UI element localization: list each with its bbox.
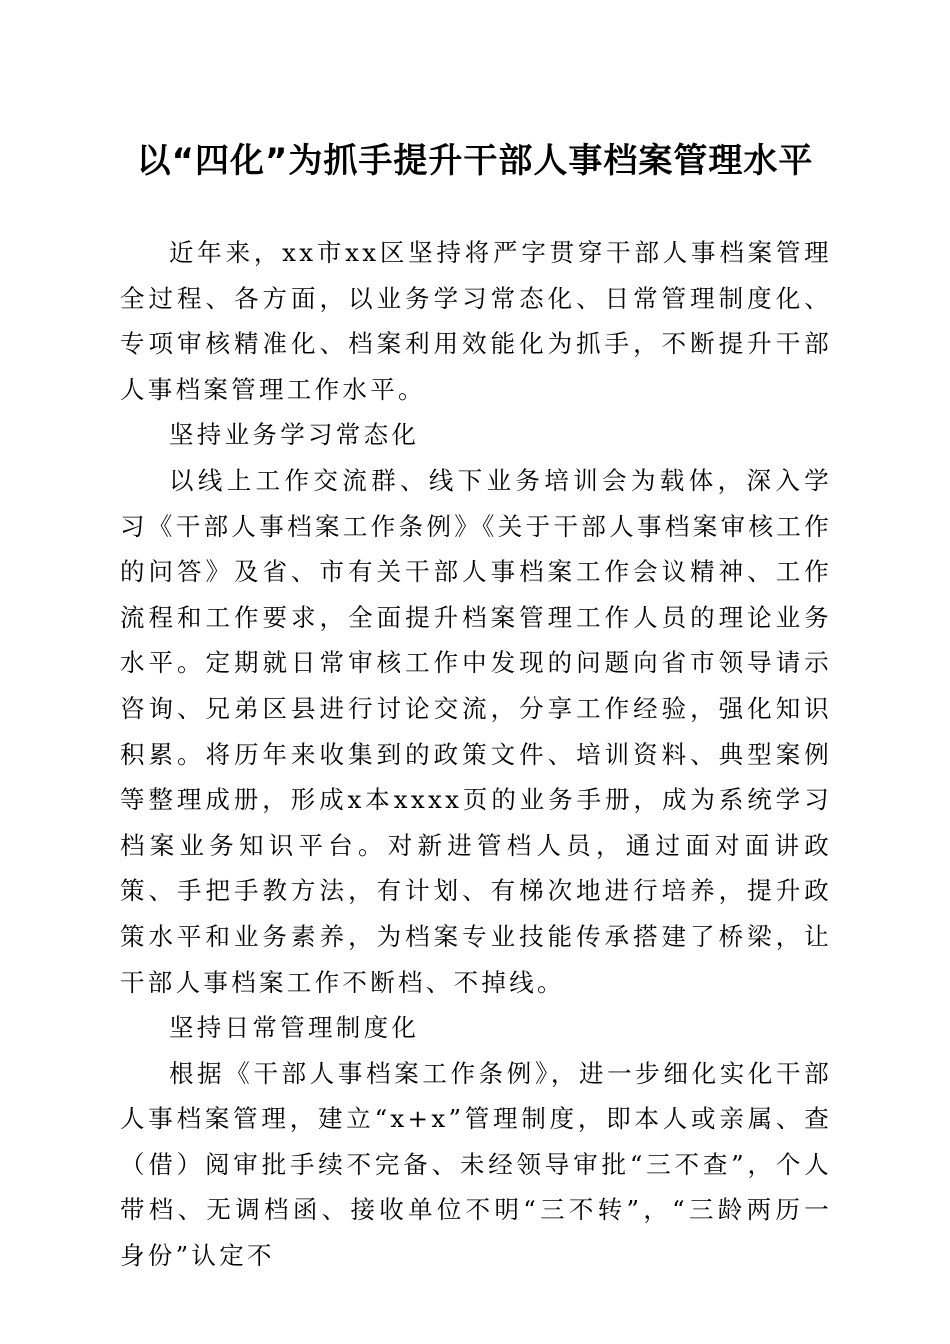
intro-paragraph: 近年来，xx市xx区坚持将严字贯穿干部人事档案管理全过程、各方面，以业务学习常态化、日常管理制度化、专项审核精准化、档案利用效能化为抓手，不断提升干部人事档案管理工作水平。 [120, 238, 832, 404]
document-body [120, 230, 832, 1279]
section-paragraph-management: 根据《干部人事档案工作条例》，进一步细化实化干部人事档案管理，建立“x+x”管理制度，即本人或亲属、查（借）阅审批手续不完备、未经领导审批“三不查”，个人带档、无调档函、接收单位不明“三不转”，“三龄两历一身份”认定不 [120, 1058, 832, 1271]
document-title: 以“四化”为抓手提升干部人事档案管理水平 [136, 141, 814, 181]
section-heading-management: 坚持日常管理制度化 [169, 1013, 420, 1043]
section-paragraph-study: 以线上工作交流群、线下业务培训会为载体，深入学习《干部人事档案工作条例》《关于干部人事档案审核工作的问答》及省、市有关干部人事档案工作会议精神、工作流程和工作要求，全面提升档案管理工作人员的理论业务水平。定期就日常审核工作中发现的问题向省市领导请示咨询、兄弟区县进行讨论交流，分享工作经验，强化知识积累。将历年来收集到的政策文件、培训资料、典型案例等整理成册，形成x本xxxx页的业务手册，成为系统学习档案业务知识平台。对新进管档人员，通过面对面讲政策、手把手教方法，有计划、有梯次地进行培养，提升政策水平和业务素养，为档案专业技能传承搭建了桥梁，让干部人事档案工作不断档、不掉线。 [120, 465, 832, 997]
section-heading-study: 坚持业务学习常态化 [169, 420, 420, 450]
